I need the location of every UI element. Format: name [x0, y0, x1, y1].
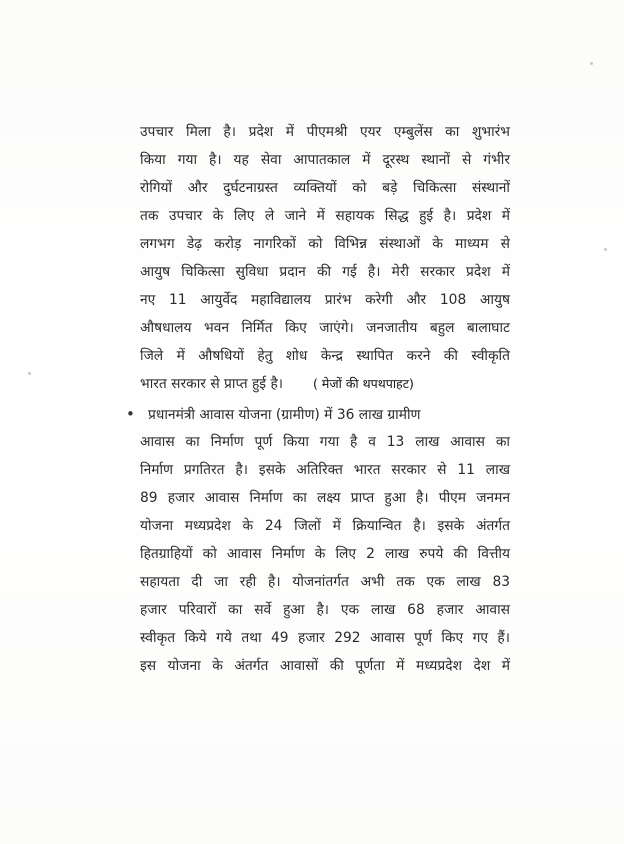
bullet-first-line	[126, 400, 510, 428]
paragraph-last-line	[140, 370, 510, 398]
handwritten-note: ( मेजों की थपथपाहट)	[313, 376, 414, 391]
paragraph-line: उपचार मिला है। प्रदेश में पीएमश्री एयर एम्बुलेंस का शुभारंभ	[140, 124, 510, 140]
scan-speck	[28, 372, 31, 375]
paragraph-line: लगभग डेढ़ करोड़ नागरिकों को विभिन्न संस्थाओं के माध्यम से	[140, 236, 510, 252]
bullet-point-icon: •	[126, 405, 135, 423]
paragraph-line-text: भारत सरकार से प्राप्त हुई है।	[140, 376, 284, 392]
scan-speck	[590, 62, 593, 65]
bullet-line: हजार परिवारों का सर्वे हुआ है। एक लाख 68 हजार आवास	[140, 602, 510, 618]
paragraph-line: नए 11 आयुर्वेद महाविद्यालय प्रारंभ करेगी और 108 आयुष	[140, 292, 510, 308]
bullet-line: इस योजना के अंतर्गत आवासों की पूर्णता में मध्यप्रदेश देश में	[140, 658, 510, 674]
scan-speck	[604, 248, 607, 251]
bullet-line: आवास का निर्माण पूर्ण किया गया है व 13 लाख आवास का	[140, 434, 510, 450]
bullet-line: स्वीकृत किये गये तथा 49 हजार 292 आवास पूर्ण किए गए हैं।	[140, 630, 510, 646]
paragraph-line: औषधालय भवन निर्मित किए जाएंगे। जनजातीय बहुल बालाघाट	[140, 320, 510, 336]
paragraph-line: आयुष चिकित्सा सुविधा प्रदान की गई है। मेरी सरकार प्रदेश में	[140, 264, 510, 280]
paragraph-line: रोगियों और दुर्घटनाग्रस्त व्यक्तियों को बड़े चिकित्सा संस्थानों	[140, 180, 510, 196]
paragraph-line: जिले में औषधियों हेतु शोध केन्द्र स्थापित करने की स्वीकृति	[140, 348, 510, 364]
paragraph-line: तक उपचार के लिए ले जाने में सहायक सिद्ध हुई है। प्रदेश में	[140, 208, 510, 224]
bullet-line: योजना मध्यप्रदेश के 24 जिलों में क्रियान्वित है। इसके अंतर्गत	[140, 518, 510, 534]
paragraph-line: किया गया है। यह सेवा आपातकाल में दूरस्थ स्थानों से गंभीर	[140, 152, 510, 168]
bullet-line: सहायता दी जा रही है। योजनांतर्गत अभी तक एक लाख 83	[140, 574, 510, 590]
bullet-line: निर्माण प्रगतिरत है। इसके अतिरिक्त भारत सरकार से 11 लाख	[140, 462, 510, 478]
bullet-line-text: प्रधानमंत्री आवास योजना (ग्रामीण) में 36 लाख ग्रामीण	[148, 407, 421, 423]
bullet-line: 89 हजार आवास निर्माण का लक्ष्य प्राप्त हुआ है। पीएम जनमन	[140, 490, 510, 506]
bullet-line: हितग्राहियों को आवास निर्माण के लिए 2 लाख रुपये की वित्तीय	[140, 546, 510, 562]
